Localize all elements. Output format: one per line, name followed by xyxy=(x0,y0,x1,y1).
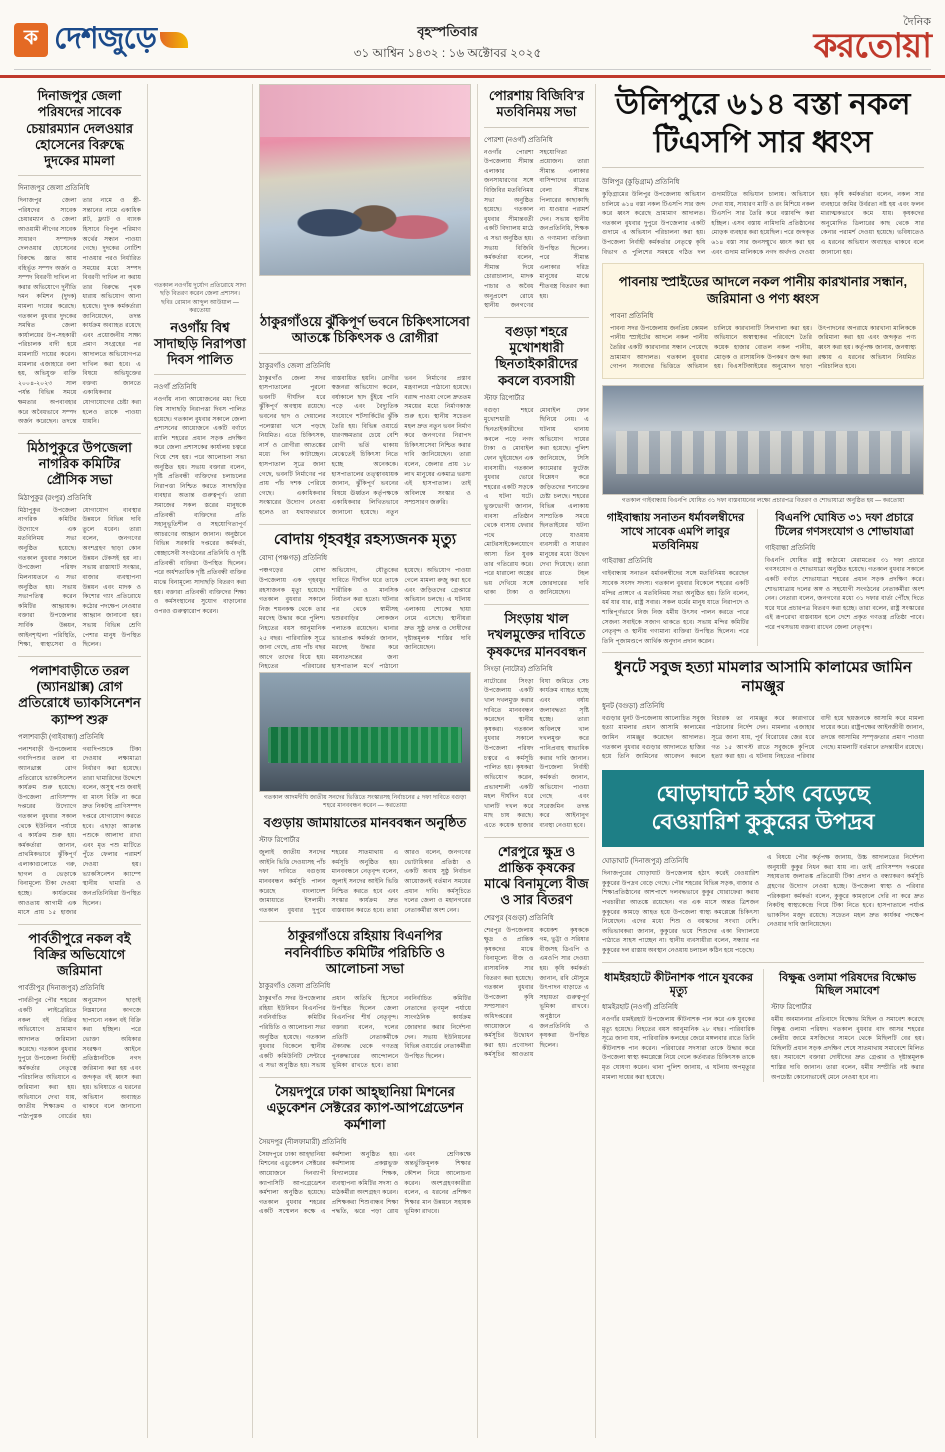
article-body: নওগাঁর ধামইরহাট উপজেলায় কীটনাশক পান করে এক যুবকের মৃত্যু হয়েছে। নিহতের বয়স আনুমানিক ২৮ বছর। পারিবারিক সূত্রে জানা যায়, পারিবারিক কলহের জেরে মঙ্গলবার রাতে তিনি কীটনাশক পান করেন। পরিবারের সদস্যরা তাকে উদ্ধার করে উপজেলা স্বাস্থ্য কমপ্লেক্সে নিয়ে গেলে কর্তব্যরত চিকিৎসক তাকে মৃত ঘোষণা করেন। থানা পুলিশ জানায়, এ ঘটনায় অপমৃত্যুর মামলা দায়ের করা হয়েছে। xyxy=(602,1016,755,1081)
article-byline: ধামইরহাট (নওগাঁ) প্রতিনিধি xyxy=(602,1004,678,1012)
article-headline: ধুনটে সবুজ হত্যা মামলার আসামি কালামের জামিন নামঞ্জুর xyxy=(614,659,912,696)
feature-headline: ঘোড়াঘাটে হঠাৎ বেড়েছে বেওয়ারিশ কুকুরের উপদ্রব xyxy=(651,780,875,835)
divider xyxy=(602,962,924,963)
article-body: বগুড়া শহরে মুখোশধারী ছিনতাইকারীদের কবলে পড়ে নগদ টাকা ও মোবাইল ফোন খুইয়েছেন এক ব্যবসায়ী। গতকাল বুধবার ভোরে শহরের একটি সড়কে এ ঘটনা ঘটে। ভুক্তভোগী জানান, ব্যবসা প্রতিষ্ঠান থেকে বাসায় ফেরার পথে মোটরসাইকেলযোগে আসা তিন যুবক তার গতিরোধ করে। পরে ধারালো অস্ত্রের ভয় দেখিয়ে সঙ্গে থাকা টাকা ও মোবাইল ফোন ছিনিয়ে নেয়। এ ঘটনায় থানায় অভিযোগ দায়ের করা হয়েছে। পুলিশ জানিয়েছে, সিসি ক্যামেরার ফুটেজ বিশ্লেষণ করে জড়িতদের শনাক্তের চেষ্টা চলছে। শহরের বিভিন্ন এলাকায় সাম্প্রতিক সময়ে ছিনতাইয়ের ঘটনা বেড়ে যাওয়ায় ব্যবসায়ী ও সাধারণ মানুষের মধ্যে উদ্বেগ দেখা দিয়েছে। তারা রাতে টহল জোরদারের দাবি জানিয়েছেন। xyxy=(484,406,589,597)
article-headline: নওগাঁয় বিশ্ব সাদাছড়ি নিরাপত্তা দিবস পালিত xyxy=(154,319,246,368)
article-body: সৈয়দপুরে ঢাকা আহ্ছানিয়া মিশনের এডুকেশন সেক্টরের আয়োজনে দিনব্যাপী ক্যাপাসিটি আপগ্রেডেশন কর্মশালা অনুষ্ঠিত হয়েছে। গতকাল বুধবার শহরের একটি সম্মেলন কক্ষে এ কর্মশালা অনুষ্ঠিত হয়। কর্মশালায় প্রকল্পভুক্ত বিদ্যালয়ের শিক্ষক, ব্যবস্থাপনা কমিটির সদস্য ও মাঠকর্মীরা অংশগ্রহণ করেন। প্রশিক্ষকরা শিশুবান্ধব শিক্ষা পদ্ধতি, ঝরে পড়া রোধ এবং শ্রেণিকক্ষে অন্তর্ভুক্তিমূলক শিক্ষার কৌশল নিয়ে আলোচনা করেন। অংশগ্রহণকারীরা বলেন, এ ধরনের প্রশিক্ষণ শিক্ষার মান উন্নয়নে সহায়ক ভূমিকা রাখবে। xyxy=(259,1150,471,1216)
masthead-divider xyxy=(14,69,931,70)
section-logo-text: দেশজুড়ে xyxy=(54,22,156,55)
divider xyxy=(18,656,141,657)
article-byline: ঠাকুরগাঁও জেলা প্রতিনিধি xyxy=(259,362,331,370)
article-body: এ বিষয়ে পৌর কর্তৃপক্ষ জানায়, উচ্চ আদালতের নির্দেশনা অনুযায়ী কুকুর নিধন করা যায় না। তাই প্রাণিসম্পদ দপ্তরের সহায়তায় জলাতঙ্ক প্রতিরোধী টিকা প্রদান ও বন্ধ্যাকরণ কর্মসূচি গ্রহণের উদ্যোগ নেওয়া হচ্ছে। উপজেলা স্বাস্থ্য ও পরিবার পরিকল্পনা কর্মকর্তা বলেন, কুকুরে কামড়ালে দেরি না করে দ্রুত নিকটস্থ স্বাস্থ্যকেন্দ্রে গিয়ে টিকা নিতে হবে। হাসপাতালে পর্যাপ্ত ভ্যাকসিন মজুদ রয়েছে। সচেতন মহল দ্রুত কার্যকর পদক্ষেপ নেওয়ার দাবি জানিয়েছেন। xyxy=(767,854,924,929)
masthead-date-line: ৩১ আশ্বিন ১৪৩২ : ১৬ অক্টোবর ২০২৫ xyxy=(353,46,542,61)
article-byline: পলাশবাড়ী (গাইবান্ধা) প্রতিনিধি xyxy=(18,733,104,741)
article-body: দিনাজপুর জেলা পরিষদের সাবেক চেয়ারম্যান ও জেলা আওয়ামী লীগের সাবেক সাধারণ সম্পাদক দেলওয়ার হোসেনের বিরুদ্ধে জ্ঞাত আয় বহির্ভূত সম্পদ অর্জন ও সম্পদ বিবরণী দাখিল না করার অভিযোগে দুর্নীতি দমন কমিশন (দুদক) মামলা দায়ের করেছে। গতকাল বুধবার দুদকের সমন্বিত জেলা কার্যালয়ের উপ-সহকারী পরিচালক বাদী হয়ে মামলাটি দায়ের করেন। মামলার এজাহারে বলা হয়, অভিযুক্ত ব্যক্তি ২০০৪-২০২৩ সাল পর্যন্ত বিভিন্ন সময়ে ক্ষমতার অপব্যবহার করে অবৈধভাবে সম্পদ অর্জন করেছেন। তদন্তে তার নামে ও স্ত্রী-সন্তানের নামে একাধিক প্লট, ফ্ল্যাট ও ব্যাংক হিসাবে বিপুল পরিমাণ অর্থের সন্ধান পাওয়া গেছে। দুদকের নোটিশ পাওয়ার পরও নির্ধারিত সময়ের মধ্যে সম্পদ বিবরণী দাখিল না করায় তার বিরুদ্ধে পৃথক ধারায় অভিযোগ আনা হয়েছে। দুদক কর্মকর্তারা জানিয়েছেন, তদন্ত কার্যক্রম অব্যাহত রয়েছে এবং প্রয়োজনীয় সাক্ষ্য প্রমাণ সংগ্রহের পর আদালতে অভিযোগপত্র দাখিল করা হবে। এ বিষয়ে অভিযুক্তের বক্তব্য জানতে একাধিকবার যোগাযোগের চেষ্টা করা হলেও তাকে পাওয়া যায়নি। xyxy=(18,197,141,426)
article-byline: গাইবান্ধা প্রতিনিধি xyxy=(602,558,653,566)
photo-caption: গতকাল নওগাঁয় দুর্যোগ প্রতিরোধে সাদা ছড়ি বিতরণ করেন জেলা প্রশাসন। ছবিঃ রোমান আব্দুল আউয়াল — করতোয়া xyxy=(154,283,246,315)
article-headline: বগুড়া শহরে মুখোশধারী ছিনতাইকারীদের কবলে ব্যবসায়ী xyxy=(495,323,578,388)
section-logo xyxy=(14,14,264,65)
masthead-brand xyxy=(631,17,931,63)
article-body: পলাশবাড়ী উপজেলায় গবাদিপশুর তরল বা অ্যানথ্রাক্স রোগ প্রতিরোধে ভ্যাকসিনেশন কার্যক্রম শুরু হয়েছে। উপজেলা প্রাণিসম্পদ দপ্তরের উদ্যোগে গতকাল বুধবার সকাল থেকে ইউনিয়ন পর্যায়ে এ কার্যক্রম শুরু হয়। কর্মকর্তারা জানান, প্রাথমিকভাবে ঝুঁকিপূর্ণ এলাকাগুলোতে গরু, ছাগল ও ভেড়াকে বিনামূল্যে টিকা দেওয়া হচ্ছে। কার্যক্রমের আওতায় আগামী এক মাসে প্রায় ১৫ হাজার গবাদিপশুকে টিকা দেওয়ার লক্ষ্যমাত্রা নির্ধারণ করা হয়েছে। তারা খামারিদের উদ্দেশে বলেন, অসুস্থ পশু জবাই বা মাংস বিক্রি না করে দ্রুত নিকটস্থ প্রাণিসম্পদ দপ্তরে যোগাযোগ করতে হবে। এছাড়া আক্রান্ত পশুকে আলাদা রাখা এবং মৃত পশু মাটিতে পুঁতে ফেলার পরামর্শ দেওয়া হয়। ভ্যাকসিনেশন ক্যাম্পে স্থানীয় খামারি ও জনপ্রতিনিধিরা উপস্থিত ছিলেন। xyxy=(18,745,142,917)
photo-discussion-meeting xyxy=(259,84,471,276)
banner-cloth xyxy=(268,727,461,762)
brand-name: করতোয়া xyxy=(813,26,931,65)
divider xyxy=(259,524,471,525)
article-body: গাইবান্ধায় সনাতন ধর্মাবলম্বীদের সঙ্গে মতবিনিময় করেছেন সাবেক সংসদ সদস্য। গতকাল বুধবার বিকেলে শহরের একটি মন্দির প্রাঙ্গণে এ মতবিনিময় সভা অনুষ্ঠিত হয়। তিনি বলেন, ধর্ম যার যার, রাষ্ট্র সবার। সকল ধর্মের মানুষ যাতে নিরাপদে ও শান্তিপূর্ণভাবে নিজ নিজ ধর্মীয় উৎসব পালন করতে পারে সেজন্য সবাইকে সজাগ থাকতে হবে। সভায় মন্দির কমিটির নেতৃবৃন্দ ও স্থানীয় গণ্যমান্য ব্যক্তিরা উপস্থিত ছিলেন। পরে তিনি পূজামণ্ডপে আর্থিক অনুদান প্রদান করেন। xyxy=(602,570,749,645)
brand-prefix: দৈনিক xyxy=(903,15,931,28)
article-body: জুলাই জাতীয় সনদের আইনি ভিত্তি দেওয়াসহ পাঁচ দফা দাবিতে বগুড়ায় মানববন্ধন কর্মসূচি পালন করেছে বাংলাদেশ জামায়াতে ইসলামী। গতকাল বুধবার দুপুরে শহরের সাতমাথায় এ কর্মসূচি অনুষ্ঠিত হয়। মানববন্ধনে নেতৃবৃন্দ বলেন, জুলাই সনদের আইনি ভিত্তি নিশ্চিত করতে হবে এবং সংস্কার কার্যক্রম দ্রুত বাস্তবায়ন করতে হবে। তারা আরও বলেন, জনগণের ভোটাধিকার প্রতিষ্ঠা ও একটি অবাধ সুষ্ঠু নির্বাচন আয়োজনই বর্তমান সময়ের প্রধান দাবি। কর্মসূচিতে দলের জেলা ও মহানগরের নেতাকর্মীরা অংশ নেন। xyxy=(259,849,471,914)
masthead xyxy=(0,0,945,78)
article-body: পার্বতীপুর পৌর শহরের একটি লাইব্রেরিতে নকল বই বিক্রির অভিযোগে ভ্রাম্যমাণ আদালত জরিমানা করেছে। গতকাল বুধবার দুপুরে উপজেলা নির্বাহী কর্মকর্তার নেতৃত্বে পরিচালিত অভিযানে এ জরিমানা করা হয়। অভিযানে দেখা যায়, জাতীয় শিক্ষাক্রম ও পাঠ্যপুস্তক বোর্ডের অনুমোদন ছাড়াই নিম্নমানের কাগজে ছাপানো নকল বই বিক্রি করা হচ্ছিল। পরে ভোক্তা অধিকার সংরক্ষণ আইনে প্রতিষ্ঠানটিকে নগদ জরিমানা করা হয় এবং জব্দকৃত বই ধ্বংস করা হয়। ভবিষ্যতে এ ধরনের অভিযান অব্যাহত থাকবে বলে জানানো হয়। xyxy=(18,997,141,1120)
article-body: শেরপুর উপজেলায় ক্ষুদ্র ও প্রান্তিক কৃষকদের মাঝে বিনামূল্যে বীজ ও রাসায়নিক সার বিতরণ করা হয়েছে। গতকাল বুধবার উপজেলা কৃষি সম্প্রসারণ অধিদপ্তরের আয়োজনে এ কর্মসূচির উদ্বোধন করা হয়। প্রণোদনা কর্মসূচির আওতায় কয়েকশ কৃষককে গম, ভুট্টা ও সরিষার বীজসহ ডিএপি ও এমওপি সার দেওয়া হয়। কৃষি কর্মকর্তা জানান, রবি মৌসুমে উৎপাদন বাড়াতে এ সহায়তা গুরুত্বপূর্ণ ভূমিকা রাখবে। অনুষ্ঠানে জনপ্রতিনিধি ও কৃষকরা উপস্থিত ছিলেন। xyxy=(484,926,589,1059)
article-byline: স্টাফ রিপোর্টার xyxy=(771,1004,812,1012)
article-headline: পলাশবাড়ীতে তরল (অ্যানথ্রাক্স) রোগ প্রতিরোধে ভ্যাকসিনেশন ক্যাম্প শুরু xyxy=(18,662,141,727)
article-headline: ঠাকুরগাঁওয়ে রহিয়ায় বিএনপির নবনির্বাচিত কমিটির পরিচিতি ও আলোচনা সভা xyxy=(284,928,446,976)
logo-swoosh-icon xyxy=(160,32,188,48)
article-byline: সৈয়দপুর (নীলফামারী) প্রতিনিধি xyxy=(259,1138,347,1146)
article-byline: ঠাকুরগাঁও জেলা প্রতিনিধি xyxy=(259,983,331,991)
article-byline: শেরপুর (বগুড়া) প্রতিনিধি xyxy=(484,914,554,922)
article-body: বগুড়ার ধুনট উপজেলায় আলোচিত সবুজ হত্যা মামলার প্রধান আসামি কালামের জামিন নামঞ্জুর করেছেন আদালত। গতকাল বুধবার বগুড়ার আদালতে হাজির হয়ে তিনি জামিনের আবেদন করলে বিচারক তা নামঞ্জুর করে কারাগারে পাঠানোর নির্দেশ দেন। মামলার এজাহার সূত্রে জানা যায়, পূর্ব বিরোধের জের ধরে গত ১৫ আগস্ট রাতে সবুজকে কুপিয়ে হত্যা করা হয়। এ ঘটনায় নিহতের পরিবার বাদী হয়ে ছয়জনকে আসামি করে মামলা দায়ের করে। রাষ্ট্রপক্ষের আইনজীবী জানান, তদন্তে আসামির সম্পৃক্ততার প্রমাণ পাওয়া গেছে। মামলাটি বর্তমানে তদন্তাধীন রয়েছে। xyxy=(602,714,924,761)
article-byline: ধুনট (বগুড়া) প্রতিনিধি xyxy=(602,702,665,710)
divider xyxy=(484,837,589,838)
article-byline: দিনাজপুর জেলা প্রতিনিধি xyxy=(18,185,90,193)
divider xyxy=(18,924,141,925)
article-body: পঞ্চগড়ের বোদা উপজেলায় এক গৃহবধূর রহস্যজনক মৃত্যু হয়েছে। গতকাল বুধবার সকালে নিজ শয়নকক্ষ থেকে তার মরদেহ উদ্ধার করে পুলিশ। নিহতের বয়স আনুমানিক ২৫ বছর। পারিবারিক সূত্রে জানা গেছে, প্রায় পাঁচ বছর আগে তাদের বিয়ে হয়। নিহতের পরিবারের অভিযোগ, যৌতুকের দাবিতে দীর্ঘদিন ধরে তাকে শারীরিক ও মানসিক নির্যাতন করা হতো। ঘটনার পর থেকে স্বামীসহ শ্বশুরবাড়ির লোকজন পলাতক রয়েছেন। থানার ভারপ্রাপ্ত কর্মকর্তা জানান, মরদেহ উদ্ধার করে ময়নাতদন্তের জন্য হাসপাতাল মর্গে পাঠানো হয়েছে। অভিযোগ পাওয়া গেলে মামলা রুজু করা হবে এবং জড়িতদের গ্রেপ্তারে অভিযান চলছে। এ ঘটনায় এলাকায় শোকের ছায়া নেমে এসেছে। স্থানীয়রা দ্রুত সুষ্ঠু তদন্ত ও দোষীদের দৃষ্টান্তমূলক শাস্তির দাবি জানিয়েছেন। xyxy=(259,567,471,671)
article-byline: গাইবান্ধা প্রতিনিধি xyxy=(764,544,816,552)
article-body: দিনাজপুরের ঘোড়াঘাট উপজেলায় হঠাৎ করেই বেওয়ারিশ কুকুরের উপদ্রব বেড়ে গেছে। পৌর শহরের বিভিন্ন সড়ক, বাজার ও শিক্ষাপ্রতিষ্ঠানের আশপাশে দলবদ্ধভাবে কুকুর ঘোরাফেরা করায় পথচারীরা আতঙ্কে রয়েছেন। গত এক মাসে অন্তত ত্রিশজন কুকুরের কামড়ে আহত হয়ে উপজেলা স্বাস্থ্য কমপ্লেক্সে চিকিৎসা নিয়েছেন। এদের মধ্যে শিশু ও বয়স্কদের সংখ্যা বেশি। অভিভাবকরা জানান, কুকুরের ভয়ে শিশুদের একা বিদ্যালয়ে পাঠাতে সাহস পাচ্ছেন না। স্থানীয় ব্যবসায়ীরা বলেন, সন্ধ্যার পর কুকুরের দল রাস্তায় অবস্থান নেওয়ায় চলাচল কঠিন হয়ে পড়েছে। xyxy=(602,870,759,954)
divider xyxy=(602,167,924,168)
article-byline: উলিপুর (কুড়িগ্রাম) প্রতিনিধি xyxy=(602,179,680,186)
article-headline: দিনাজপুর জেলা পরিষদের সাবেক চেয়ারম্যান দেলওয়ার হোসেনের বিরুদ্ধে দুদকের মামলা xyxy=(26,88,133,168)
column-4 xyxy=(477,84,595,1438)
article-body: ধর্মীয় অবমাননার প্রতিবাদে বিক্ষোভ মিছিল ও সমাবেশ করেছে বিক্ষুব্ধ ওলামা পরিষদ। গতকাল বুধবার বাদ আসর শহরের কেন্দ্রীয় জামে মসজিদের সামনে থেকে মিছিলটি বের হয়। মিছিলটি প্রধান সড়ক প্রদক্ষিণ শেষে সাতমাথায় সমাবেশে মিলিত হয়। সমাবেশে বক্তারা দোষীদের দ্রুত গ্রেপ্তার ও দৃষ্টান্তমূলক শাস্তির দাবি জানান। তারা বলেন, ধর্মীয় সম্প্রীতি নষ্ট করার অপচেষ্টা কোনোভাবেই মেনে নেওয়া হবে না। xyxy=(771,1016,924,1081)
article-body: মিঠাপুকুর উপজেলা নাগরিক কমিটির উদ্যোগে এক মতবিনিময় সভা অনুষ্ঠিত হয়েছে। গতকাল বুধবার সকালে উপজেলা পরিষদ মিলনায়তনে এ সভা অনুষ্ঠিত হয়। সভায় সভাপতিত্ব করেন কমিটির আহ্বায়ক। বক্তারা উপজেলার সার্বিক উন্নয়ন, আইনশৃঙ্খলা পরিস্থিতি, শিক্ষা, স্বাস্থ্যসেবা ও যোগাযোগ ব্যবস্থার উন্নয়নে বিভিন্ন দাবি তুলে ধরেন। তারা বলেন, জনগণের অংশগ্রহণ ছাড়া কোন উন্নয়ন টেকসই হয় না। সভায় রাস্তাঘাট সংস্কার, বাজার ব্যবস্থাপনা উন্নয়ন এবং মাদক ও কিশোর গ্যাং প্রতিরোধে কঠোর পদক্ষেপ নেওয়ার আহ্বান জানানো হয়। সভায় বিভিন্ন শ্রেণি পেশার মানুষ উপস্থিত ছিলেন। xyxy=(18,506,141,649)
article-headline: বগুড়ায় জামায়াতের মানববন্ধন অনুষ্ঠিত xyxy=(263,814,467,830)
article-byline: পাবনা প্রতিনিধি xyxy=(610,312,654,320)
column-5 xyxy=(595,84,930,1438)
article-byline: সিংড়া (নাটোর) প্রতিনিধি xyxy=(484,665,553,673)
article-headline: ধামইরহাটে কীটনাশক পানে যুবকের মৃত্যু xyxy=(604,971,753,998)
photo-rally-gathering xyxy=(602,385,924,495)
lead-headline: উলিপুরে ৬১৪ বস্তা নকল টিএসপি সার ধ্বংস xyxy=(615,88,911,159)
divider xyxy=(154,374,246,375)
divider xyxy=(259,1077,471,1078)
article-headline: মিঠাপুকুরে উপজেলা নাগরিক কমিটির প্রৌসিক সভা xyxy=(27,439,132,488)
logo-mark-icon: ক xyxy=(14,23,48,57)
article-byline: পার্বতীপুর (দিনাজপুর) প্রতিনিধি xyxy=(18,985,105,993)
article-byline: স্টাফ রিপোর্টার xyxy=(259,837,300,845)
feature-headline-box xyxy=(602,770,924,847)
article-headline: বিএনপি ঘোষিত ৩১ দফা প্রচারে টিলের গণসংযোগ ও শোভাযাত্রা xyxy=(775,512,914,538)
article-headline: পাবনায় স্প্রাইডের আদলে নকল পানীয় কারখানার সন্ধান, জরিমানা ও পণ্য ধ্বংস xyxy=(618,274,908,306)
column-3 xyxy=(252,84,477,1438)
masthead-date xyxy=(264,15,631,63)
divider xyxy=(484,317,589,318)
article-body: নাটোরের সিংড়া উপজেলায় একটি খাল দখলমুক্ত করার দাবিতে মানববন্ধন করেছেন স্থানীয় কৃষকরা। গতকাল বুধবার সকালে উপজেলা পরিষদ চত্বরে এ কর্মসূচি পালিত হয়। কৃষকরা অভিযোগ করেন, প্রভাবশালী একটি মহল দীর্ঘদিন ধরে খালটি দখল করে মাছ চাষ করছে। এতে কয়েক হাজার বিঘা জমিতে সেচ কার্যক্রম ব্যাহত হচ্ছে এবং বর্ষায় জলাবদ্ধতা সৃষ্টি হচ্ছে। তারা অবিলম্বে খাল দখলমুক্ত করে পানিপ্রবাহ স্বাভাবিক করার দাবি জানান। উপজেলা নির্বাহী কর্মকর্তা জানান, অভিযোগ পাওয়া গেছে এবং সরেজমিন তদন্ত করে আইনানুগ ব্যবস্থা নেওয়া হবে। xyxy=(484,677,589,829)
divider xyxy=(484,604,589,605)
article-body: নওগাঁয় নানা আয়োজনের মধ্য দিয়ে বিশ্ব সাদাছড়ি নিরাপত্তা দিবস পালিত হয়েছে। গতকাল বুধবার সকালে জেলা প্রশাসনের আয়োজনে একটি বর্ণাঢ্য র‍্যালি শহরের প্রধান সড়ক প্রদক্ষিণ করে জেলা প্রশাসকের কার্যালয় চত্বরে গিয়ে শেষ হয়। পরে আলোচনা সভা অনুষ্ঠিত হয়। সভায় বক্তারা বলেন, দৃষ্টি প্রতিবন্ধী ব্যক্তিদের চলাচলের নিরাপত্তা নিশ্চিত করতে সাদাছড়ির ব্যবহার অত্যন্ত গুরুত্বপূর্ণ। তারা সমাজের সকল স্তরের মানুষকে প্রতিবন্ধী ব্যক্তিদের প্রতি সহানুভূতিশীল ও সহযোগিতাপূর্ণ আচরণের আহ্বান জানান। অনুষ্ঠানে বিভিন্ন সরকারি দপ্তরের কর্মকর্তা, স্বেচ্ছাসেবী সংগঠনের প্রতিনিধি ও দৃষ্টি প্রতিবন্ধী ব্যক্তিরা উপস্থিত ছিলেন। পরে অর্ধশতাধিক দৃষ্টি প্রতিবন্ধী ব্যক্তির মাঝে বিনামূল্যে সাদাছড়ি বিতরণ করা হয়। বক্তারা প্রতিবন্ধী ব্যক্তিদের শিক্ষা ও কর্মসংস্থানের সুযোগ বাড়ানোর ওপরও গুরুত্বারোপ করেন। xyxy=(154,396,246,615)
divider xyxy=(18,175,141,176)
article-byline: নওগাঁ প্রতিনিধি xyxy=(154,384,197,392)
article-body: বিএনপি ঘোষিত রাষ্ট্র কাঠামো মেরামতের ৩১ দফা প্রচারে গণসংযোগ ও শোভাযাত্রা অনুষ্ঠিত হয়েছে। গতকাল বুধবার সকালে একটি বর্ণাঢ্য শোভাযাত্রা শহরের প্রধান সড়ক প্রদক্ষিণ করে। শোভাযাত্রায় দলের অঙ্গ ও সহযোগী সংগঠনের নেতাকর্মীরা অংশ নেন। নেতারা বলেন, জনগণের মধ্যে ৩১ দফার বার্তা পৌঁছে দিতে ঘরে ঘরে প্রচারপত্র বিতরণ করা হচ্ছে। তারা বলেন, রাষ্ট্র সংস্কারের এই রূপরেখা বাস্তবায়ন হলে দেশে প্রকৃত গণতন্ত্র প্রতিষ্ঠা পাবে। পরে পথসভায় বক্তব্য রাখেন জেলা নেতৃবৃন্দ। xyxy=(764,556,924,631)
article-body: পাবনা সদর উপজেলায় জনপ্রিয় কোমল পানীয় স্প্রাইটের আদলে নকল পানীয় তৈরির একটি কারখানার সন্ধান পেয়েছে ভ্রাম্যমাণ আদালত। গতকাল বুধবার গোপন সংবাদের ভিত্তিতে অভিযান চালিয়ে কারখানাটি সিলগালা করা হয়। অভিযানে অস্বাস্থ্যকর পরিবেশে তৈরি কয়েক হাজার বোতল নকল পানীয়, মোড়ক ও রাসায়নিক উপকরণ জব্দ করা হয়। বিএসটিআইয়ের অনুমোদন ছাড়া উৎপাদনের অপরাধে কারখানা মালিককে জরিমানা করা হয় এবং জব্দকৃত পণ্য ধ্বংস করা হয়। কর্তৃপক্ষ জানায়, জনস্বাস্থ্য রক্ষায় এ ধরনের অভিযান নিয়মিত পরিচালিত হবে। xyxy=(610,324,916,371)
article-headline: পোরশায় বিজিবি'র মতবিনিময় সভা xyxy=(488,88,585,120)
article-body: ঠাকুরগাঁও সদর উপজেলার রহিয়া ইউনিয়ন বিএনপির নবনির্বাচিত কমিটির পরিচিতি ও আলোচনা সভা অনুষ্ঠিত হয়েছে। গতকাল বুধবার বিকেলে স্থানীয় একটি কমিউনিটি সেন্টারে এ সভা অনুষ্ঠিত হয়। সভায় প্রধান অতিথি হিসেবে উপস্থিত ছিলেন জেলা বিএনপির শীর্ষ নেতৃবৃন্দ। বক্তারা বলেন, দলের প্রতিটি নেতাকর্মীকে ঐক্যবদ্ধ থেকে গণতন্ত্র পুনরুদ্ধারের আন্দোলনে ভূমিকা রাখতে হবে। তারা নবনির্বাচিত কমিটির নেতাদের তৃণমূল পর্যায়ে সাংগঠনিক কার্যক্রম জোরদার করার নির্দেশনা দেন। সভায় ইউনিয়নের বিভিন্ন ওয়ার্ডের নেতাকর্মীরা উপস্থিত ছিলেন। xyxy=(259,995,471,1070)
article-byline: মিঠাপুকুর (রংপুর) প্রতিনিধি xyxy=(18,494,92,502)
article-body: কুড়িগ্রামের উলিপুর উপজেলায় অভিযান চালিয়ে ৬১৪ বস্তা নকল টিএসপি সার জব্দ করে ধ্বংস করেছে ভ্রাম্যমাণ আদালত। গতকাল বুধবার দুপুরে উপজেলার একটি গুদামে এ অভিযান পরিচালনা করা হয়। উপজেলা নির্বাহী কর্মকর্তার নেতৃত্বে কৃষি বিভাগ ও পুলিশের সমন্বয়ে গঠিত দল গুদামটিতে অভিযান চালায়। অভিযানে দেখা যায়, সাধারণ মাটি ও রং মিশিয়ে নকল টিএসপি সার তৈরি করে বস্তাবন্দি করা হচ্ছিল। এসব বস্তায় নামিদামি প্রতিষ্ঠানের মোড়ক ব্যবহার করা হয়েছিল। পরে জব্দকৃত ৬১৪ বস্তা সার জনসম্মুখে ধ্বংস করা হয় এবং গুদাম মালিককে নগদ অর্থদণ্ড দেওয়া হয়। কৃষি কর্মকর্তারা বলেন, নকল সার ব্যবহারে জমির উর্বরতা নষ্ট হয় এবং ফলন মারাত্মকভাবে কমে যায়। কৃষকদের অনুমোদিত ডিলারের কাছ থেকে সার কেনার পরামর্শ দেওয়া হয়েছে। ভবিষ্যতেও এ ধরনের অভিযান অব্যাহত থাকবে বলে জানানো হয়। xyxy=(602,191,924,256)
photo-caption: গতকাল আদমদীঘি জাতীয় সনদের ভিত্তিতে সংস্কারসহ নির্বাচনের ৫ দফা দাবিতে বগুড়া শহরে মানববন্ধন করেন — করতোয়া xyxy=(263,795,467,810)
divider xyxy=(259,921,471,922)
article-byline: বোদা (পঞ্চগড়) প্রতিনিধি xyxy=(259,555,328,563)
article-headline: বোদায় গৃহবধূর রহস্যজনক মৃত্যু xyxy=(273,530,457,548)
column-2 xyxy=(147,84,252,1438)
divider xyxy=(484,127,589,128)
article-headline: সৈয়দপুরে ঢাকা আহ্ছানিয়া মিশনের এডুকেশন সেক্টরের ক্যাপ-আপগ্রেডেশন কর্মশালা xyxy=(266,1084,464,1132)
article-byline: স্টাফ রিপোর্টার xyxy=(484,394,525,402)
photo-human-chain xyxy=(259,672,471,792)
article-body: নওগাঁর পোরশা উপজেলায় সীমান্ত এলাকার জনসাধারণের সঙ্গে বিজিবির মতবিনিময় সভা অনুষ্ঠিত হয়েছে। গতকাল বুধবার সীমান্তবর্তী একটি বিদ্যালয় মাঠে এ সভা অনুষ্ঠিত হয়। সভায় বিজিবি কর্মকর্তারা বলেন, সীমান্ত দিয়ে চোরাচালান, মাদক পাচার ও অবৈধ অনুপ্রবেশ রোধে স্থানীয় জনগণের সহযোগিতা প্রয়োজন। তারা সীমান্ত এলাকার বাসিন্দাদের রাতের বেলা সীমান্ত পিলারের কাছাকাছি না যাওয়ার পরামর্শ দেন। সভায় স্থানীয় জনপ্রতিনিধি, শিক্ষক ও গণ্যমান্য ব্যক্তিরা উপস্থিত ছিলেন। পরে সীমান্ত এলাকার দরিদ্র মানুষের মাঝে শীতবস্ত্র বিতরণ করা হয়। xyxy=(484,148,589,310)
column-1 xyxy=(12,84,147,1438)
article-headline: গাইবান্ধায় সনাতন ধর্মাবলম্বীদের সাথে সাবেক এমপি লাবুর মতবিনিময় xyxy=(606,512,745,552)
article-byline: ঘোড়াঘাট (দিনাজপুর) প্রতিনিধি xyxy=(602,858,689,866)
article-headline: শেরপুরে ক্ষুদ্র ও প্রান্তিক কৃষকের মাঝে বিনামূল্যে বীজ ও সার বিতরণ xyxy=(484,843,589,908)
article-headline: বিক্ষুব্ধ ওলামা পরিষদের বিক্ষোভ মিছিল সমাবেশ xyxy=(779,971,916,998)
article-byline: পোরশা (নওগাঁ) প্রতিনিধি xyxy=(484,136,553,144)
article-headline: পার্বতীপুরে নকল বই বিক্রির অভিযোগে জরিমানা xyxy=(28,930,131,979)
highlight-box xyxy=(602,263,924,379)
article-headline: ঠাকুরগাঁওয়ে ঝুঁকিপূর্ণ ভবনে চিকিৎসাসেবা আতঙ্কে চিকিৎসক ও রোগীরা xyxy=(260,314,470,346)
article-headline: সিংড়ায় খাল দখলমুক্তের দাবিতে কৃষকদের মানববন্ধন xyxy=(486,611,587,659)
divider xyxy=(602,652,924,653)
divider xyxy=(259,353,471,354)
divider xyxy=(18,433,141,434)
article-body: ঠাকুরগাঁও জেলা সদর হাসপাতালের পুরনো ভবনটি দীর্ঘদিন ধরে ঝুঁকিপূর্ণ অবস্থায় রয়েছে। ভবনের ছাদ ও দেয়ালের পলেস্তারা খসে পড়ছে নিয়মিত। এতে চিকিৎসক, নার্স ও রোগীরা আতঙ্কের মধ্যে দিন কাটাচ্ছেন। হাসপাতাল সূত্রে জানা গেছে, ভবনটি নির্মাণের পর প্রায় পাঁচ দশক পেরিয়ে গেছে। একাধিকবার সংস্কারের উদ্যোগ নেওয়া হলেও তা যথাযথভাবে বাস্তবায়িত হয়নি। রোগীর স্বজনরা অভিযোগ করেন, বর্ষাকালে ছাদ চুঁইয়ে পানি পড়ে এবং বৈদ্যুতিক সংযোগে শর্টসার্কিটের ঝুঁকি তৈরি হয়। বিভিন্ন ওয়ার্ডে ধারণক্ষমতার চেয়ে বেশি রোগী ভর্তি থাকায় মেঝেতেই চিকিৎসা নিতে হচ্ছে অনেককে। হাসপাতালের তত্ত্বাবধায়ক জানান, ঝুঁকিপূর্ণ ভবনের বিষয়ে ঊর্ধ্বতন কর্তৃপক্ষকে একাধিকবার লিখিতভাবে জানানো হয়েছে। নতুন ভবন নির্মাণের প্রস্তাব মন্ত্রণালয়ে পাঠানো হয়েছে। বরাদ্দ পাওয়া গেলে দ্রুততম সময়ের মধ্যে নির্মাণকাজ শুরু হবে। স্থানীয় সচেতন মহল দ্রুত নতুন ভবন নির্মাণ করে জনগণের নিরাপদ চিকিৎসাসেবা নিশ্চিত করার দাবি জানিয়েছেন। তারা বলেন, জেলার প্রায় ১৮ লাখ মানুষের একমাত্র ভরসা এই হাসপাতাল। তাই অবিলম্বে সংস্কার ও সম্প্রসারণ জরুরি। xyxy=(259,374,471,517)
page-grid xyxy=(0,78,945,1448)
photo-caption: গতকাল গাইবান্ধায় বিএনপি ঘোষিত ৩১ দফা বাস্তবায়নের লক্ষ্যে প্রচারপত্র বিতরণ ও শোভাযাত্রা অনুষ্ঠিত হয় — করতোয়া xyxy=(621,497,905,504)
masthead-day: বৃহস্পতিবার xyxy=(417,24,478,40)
